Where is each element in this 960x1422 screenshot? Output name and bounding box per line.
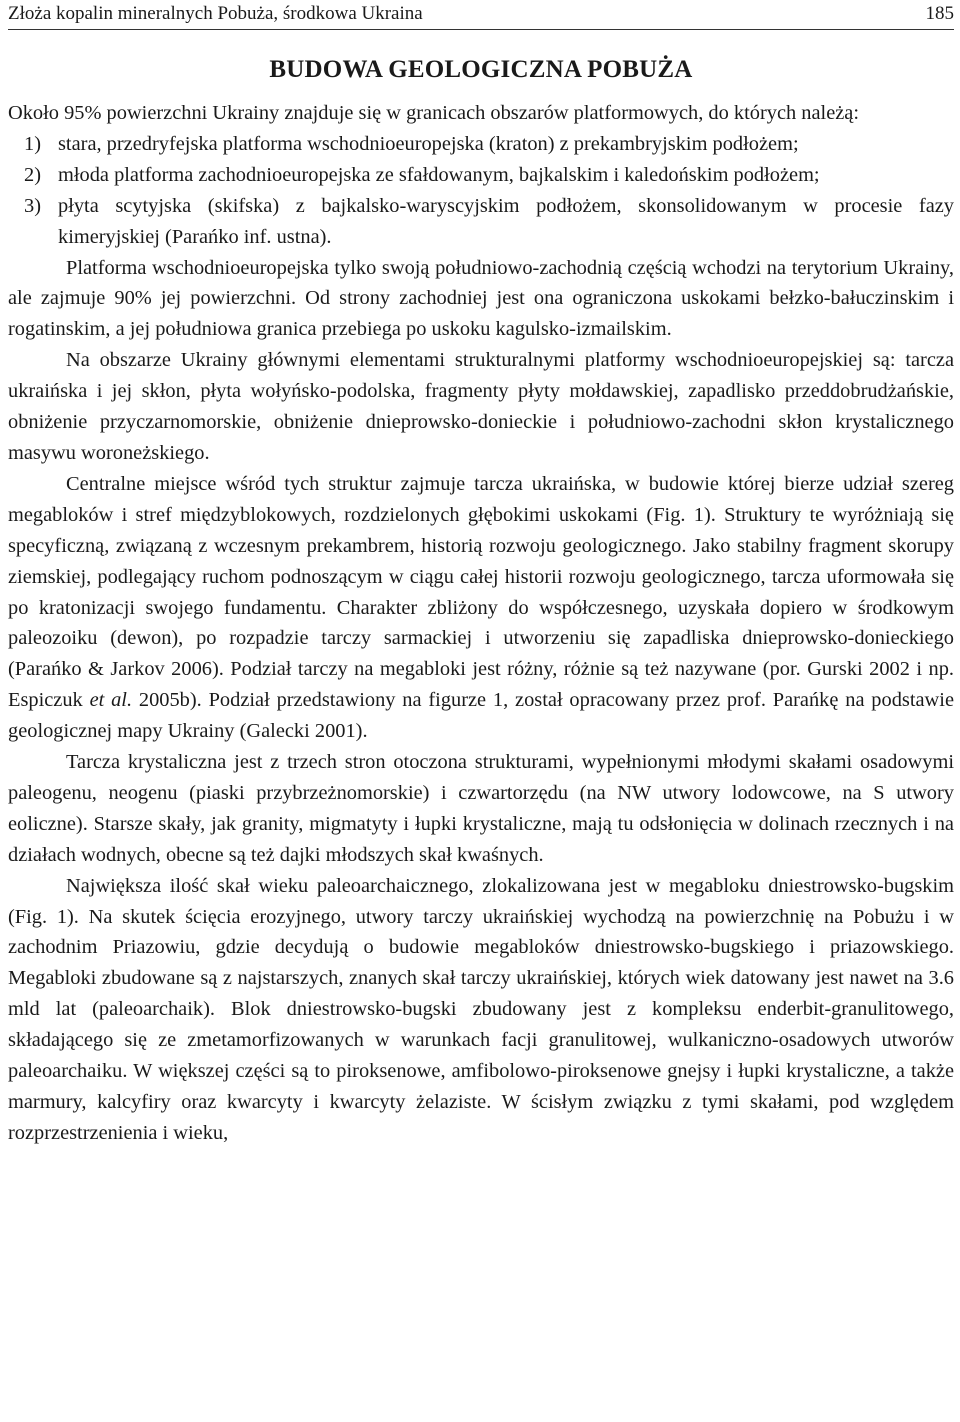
intro-paragraph: Około 95% powierzchni Ukrainy znajduje się w granicach obszarów platformowych, do których należą: — [8, 102, 860, 124]
paragraph-paleoarchean-rocks: Największa ilość skał wieku paleoarchaicznego, zlokalizowana jest w megabloku dniestrowsko-bugskim (Fig. 1). Na skutek ścięcia erozyjnego, utwory tarczy ukraińskiej wychodzą na powierzchnię na Pobużu i w zachodnim Priazowiu, gdzie decydują o budowie megabloków dniestrowsko-bugskiego i priazowskiego. Megabloki zbudowane są z najstarszych, znanych skał tarczy ukraińskiej, których wiek datowany jest nawet na 3.6 mld lat (paleoarchaik). Blok dniestrowsko-bugski zbudowany jest z kompleksu enderbit-granulitowego, składającego się ze zmetamorfizowanych w warunkach facji granulitowej, wulkaniczno-osadowych utworów paleoarchaiku. W większej części są to piroksenowe, amfibolowo-piroksenowe gnejsy i łupki krystaliczne, a także marmury, kalcyfiry oraz kwarcyty i kwarcyty żelaziste. W ścisłym związku z tymi skałami, pod względem rozprzestrzenienia i wieku, — [8, 874, 954, 1144]
page-number: 185 — [925, 3, 954, 24]
list-item — [8, 129, 954, 160]
document-page — [8, 0, 954, 1149]
list-item — [8, 191, 954, 253]
platform-list — [8, 129, 954, 253]
paragraph-text: Centralne miejsce wśród tych struktur zajmuje tarcza ukraińska, w budowie której bierze udział szereg megabloków i stref międzyblokowych, rozdzielonych głębokimi uskokami (Fig. 1). Struktury te wyróżniają się specyficzną, związaną z wczesnym prekambrem, historią rozwoju geologicznego. Jako stabilny fragment skorupy ziemskiej, podlegający ruchom podnoszącym w ciągu całej historii rozwoju geologicznego, tarcza uformowała się po kratonizacji swojego fundamentu. Charakter zbliżony do współczesnego, uzyskała dopiero w środkowym paleozoiku (dewon), po rozpadzie tarczy sarmackiej i utworzeniu się zapadliska dnieprowsko-donieckiego (Parańko & Jarkov 2006). Podział tarczy na megabloki jest różny, różnie są też nazywane (por. Gurski 2002 i np. Espiczuk — [8, 472, 954, 712]
list-item — [8, 160, 954, 191]
running-title: Złoża kopalin mineralnych Pobuża, środkowa Ukraina — [8, 3, 423, 24]
body-text — [8, 98, 954, 1149]
list-item-text: stara, przedryfejska platforma wschodnioeuropejska (kraton) z prekambryjskim podłożem; — [58, 132, 799, 155]
paragraph-structural-elements: Na obszarze Ukrainy głównymi elementami strukturalnymi platformy wschodnioeuropejskiej są: tarcza ukraińska i jej skłon, płyta wołyńsko-podolska, fragmenty płyty mołdawskiej, zapadlisko przeddobrudżańskie, obniżenie przyczarnomorskie, obniżenie dnieprowsko-donieckie i południowo-zachodni skłon krystalicznego masywu woroneżskiego. — [8, 349, 954, 464]
running-header — [8, 0, 954, 30]
list-item-text: młoda platforma zachodnioeuropejska ze sfałdowanym, bajkalskim i kaledońskim podłożem; — [58, 163, 820, 186]
list-item-number: 1) — [24, 132, 41, 155]
paragraph-crystalline-shield: Tarcza krystaliczna jest z trzech stron otoczona strukturami, wypełnionymi młodymi skałami osadowymi paleogenu, neogenu (piaski przybrzeżnomorskie) i czwartorzędu (na NW utwory lodowcowe, na S utwory eoliczne). Starsze skały, jak granity, migmatyty i łupki krystaliczne, mają tu odsłonięcia w dolinach rzecznych i na działach wodnych, obecne są też dajki młodszych skał kwaśnych. — [8, 751, 954, 866]
list-item-number: 2) — [24, 163, 41, 186]
paragraph-italic-text: et al. — [89, 689, 133, 712]
section-title: BUDOWA GEOLOGICZNA POBUŻA — [269, 56, 693, 83]
paragraph-text: 2005b). Podział przedstawiony na figurze 1, został opracowany przez prof. Parańkę na podstawie geologicznej mapy Ukrainy (Galecki 2001). — [8, 689, 954, 743]
paragraph-platform-extent: Platforma wschodnioeuropejska tylko swoją południowo-zachodnią częścią wchodzi na terytorium Ukrainy, ale zajmuje 90% jej powierzchni. Od strony zachodniej jest ona ograniczona uskokami bełzko-bałuczinskim i rogatinskim, a jej południowa granica przebiega po uskoku kagulsko-izmailskim. — [8, 256, 954, 341]
list-item-text: płyta scytyjska (skifska) z bajkalsko-waryscyjskim podłożem, skonsolidowanym w procesie fazy kimeryjskiej (Parańko inf. ustna). — [58, 194, 954, 248]
list-item-number: 3) — [24, 194, 41, 217]
paragraph-ukrainian-shield — [8, 469, 954, 747]
